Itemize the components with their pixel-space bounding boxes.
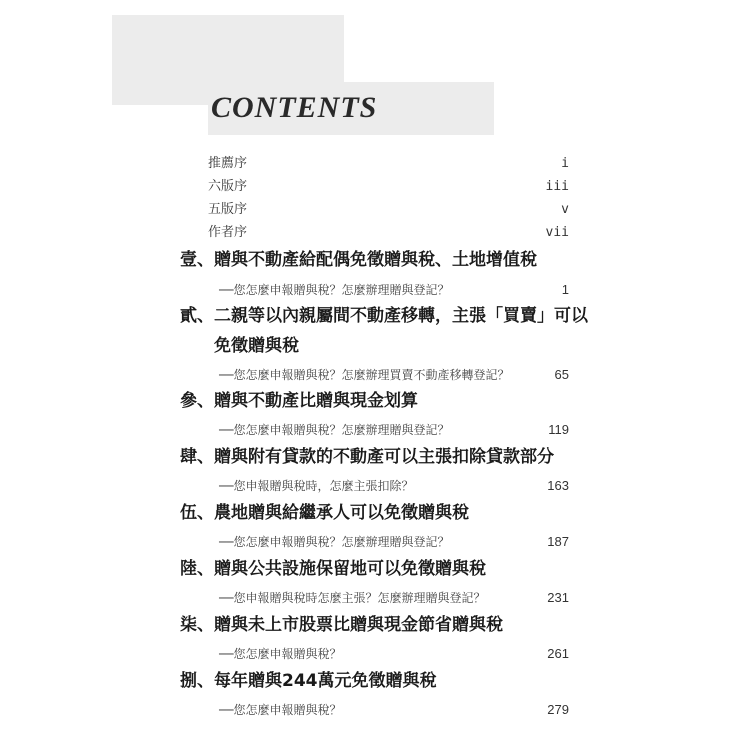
chapter-subtitle: ──您怎麼申報贈與稅？	[219, 647, 342, 661]
chapter-page-number: 119	[548, 422, 569, 437]
chapter-title: 捌、每年贈與244萬元免徵贈與稅	[180, 671, 437, 691]
page-title: CONTENTS	[211, 91, 378, 124]
preface-page-number: iii	[545, 179, 569, 194]
chapter-subtitle: ──您申報贈與稅時，怎麼主張扣除？	[219, 479, 414, 493]
chapter-page-number: 1	[561, 282, 569, 297]
chapter-subtitle: ──您申報贈與稅時怎麼主張？怎麼辦理贈與登記？	[219, 591, 486, 605]
chapter-page-number: 187	[547, 534, 569, 549]
chapter-subtitle: ──您怎麼申報贈與稅？怎麼辦理贈與登記？	[219, 535, 450, 549]
chapter-title: 肆、贈與附有貸款的不動產可以主張扣除貸款部分	[180, 447, 554, 467]
chapter-page-number: 261	[547, 646, 569, 661]
chapter-page-number: 279	[547, 702, 569, 717]
chapter-subtitle: ──您怎麼申報贈與稅？	[219, 703, 342, 717]
preface-label: 作者序	[208, 225, 248, 240]
preface-label: 五版序	[208, 202, 248, 217]
chapter-title: 壹、贈與不動產給配偶免徵贈與稅、土地增值稅	[180, 250, 537, 270]
chapter-subtitle: ──您怎麼申報贈與稅？怎麼辦理贈與登記？	[219, 283, 450, 297]
chapter-subtitle: ──您怎麼申報贈與稅？怎麼辦理贈與登記？	[219, 423, 450, 437]
chapter-page-number: 231	[547, 590, 569, 605]
chapter-title-continued: 免徵贈與稅	[214, 336, 299, 356]
preface-page-number: v	[561, 202, 569, 217]
chapter-page-number: 65	[554, 367, 569, 382]
chapter-title: 柒、贈與未上市股票比贈與現金節省贈與稅	[180, 615, 503, 635]
preface-page-number: i	[561, 156, 569, 171]
chapter-title: 參、贈與不動產比贈與現金划算	[180, 391, 418, 411]
preface-page-number: vii	[545, 225, 569, 240]
chapter-title: 陸、贈與公共設施保留地可以免徵贈與稅	[180, 559, 486, 579]
preface-label: 推薦序	[208, 156, 248, 171]
chapter-subtitle: ──您怎麼申報贈與稅？怎麼辦理買賣不動產移轉登記？	[219, 368, 510, 382]
preface-label: 六版序	[208, 179, 248, 194]
chapter-title: 貳、二親等以內親屬間不動產移轉，主張「買賣」可以	[180, 306, 588, 326]
chapter-page-number: 163	[547, 478, 569, 493]
chapter-title: 伍、農地贈與給繼承人可以免徵贈與稅	[180, 503, 469, 523]
